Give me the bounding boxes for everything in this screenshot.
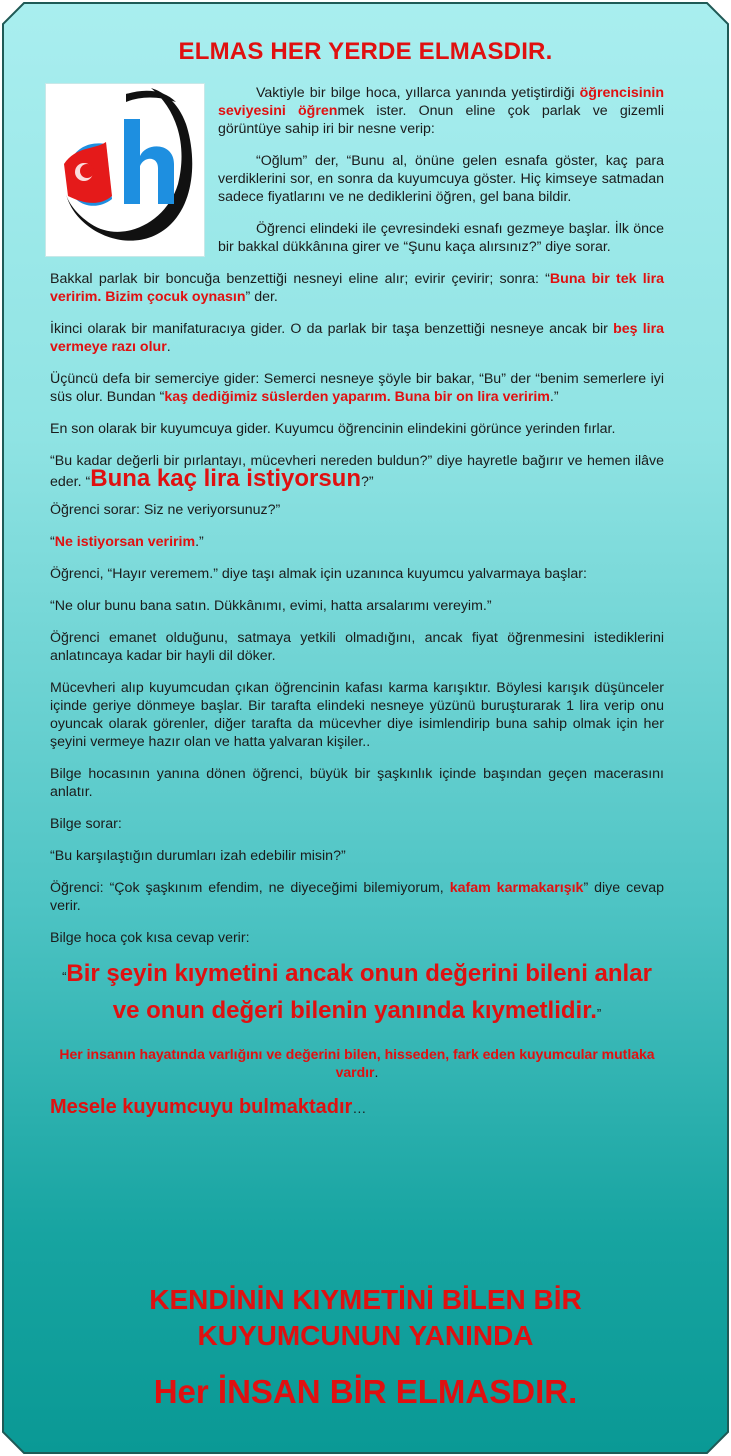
- paragraph-11: Öğrenci, “Hayır veremem.” diye taşı almak için uzanınca kuyumcu yalvarmaya başlar:: [50, 566, 587, 582]
- paragraph-10: “Ne istiyorsan veririm.”: [50, 534, 204, 550]
- article-body: [50, 0, 664, 1134]
- paragraph-9: Öğrenci sorar: Siz ne veriyorsunuz?”: [50, 502, 281, 518]
- paragraph-3: Öğrenci elindeki ile çevresindeki esnafı gezmeye başlar. İlk önce bir bakkal dükkânına girer ve “Şunu kaça alırsınız?” diye sorar.: [218, 221, 664, 255]
- paragraph-18: Öğrenci: “Çok şaşkınım efendim, ne diyeceğimi bilemiyorum, kafam karmakarışık” diye cevap verir.: [50, 880, 664, 914]
- paragraph-19: Bilge hoca çok kısa cevap verir:: [50, 930, 250, 946]
- paragraph-17: “Bu karşılaştığın durumları izah edebilir misin?”: [50, 848, 346, 864]
- paragraph-5: İkinci olarak bir manifaturacıya gider. O da parlak bir taşa benzettiği nesneye ancak bir beş lira vermeye razı olur.: [50, 321, 665, 355]
- paragraph-13: Öğrenci emanet olduğunu, satmaya yetkili olmadığını, ancak fiyat öğrenmesini istediklerini anlatıncaya kadar bir hayli dil döker.: [50, 630, 664, 664]
- paragraph-1: Vaktiyle bir bilge hoca, yıllarca yanında yetiştirdiği öğrencisinin seviyesini öğrenmek ister. Onun eline çok parlak ve gizemli görüntüye sahip iri bir nesne verip:: [218, 85, 665, 137]
- paragraph-7: En son olarak bir kuyumcuya gider. Kuyumcu öğrencinin elindekini görünce yerinden fırlar.: [50, 421, 616, 437]
- paragraph-2: “Oğlum” der, “Bunu al, önüne gelen esnafa göster, kaç para verdiklerini sor, en sonra da kuyumcuya göster. Hiç kimseye satmadan sadece fiyatlarını ve ne dediklerini öğren, gel bana bildir.: [218, 153, 664, 205]
- paragraph-6: Üçüncü defa bir semerciye gider: Semerci nesneye şöyle bir bakar, “Bu” der “benim semerlere iyi süs olur. Bundan “kaş dediğimiz süslerden yaparım. Buna bir on lira veririm.”: [50, 371, 664, 405]
- paragraph-14: Mücevheri alıp kuyumcudan çıkan öğrencinin kafası karma karışıktır. Böylesi karışık düşünceler içinde geriye dönmeye başlar. Bir tarafta elindeki nesneye yüzünü buruşturarak 1 lira verip onu oyuncak olarak görenler, diğer tarafta da mücevher diye isimlendirip buna sahip olmak için her şeyini vermeye hazır olan ve hatta yalvaran kişiler..: [50, 680, 664, 750]
- footer-line-2: KUYUMCUNUN YANINDA: [197, 1320, 534, 1351]
- paragraph-8: “Bu kadar değerli bir pırlantayı, mücevheri nereden buldun?” diye hayretle bağırır ve hemen ilâve eder. “Buna kaç lira istiyorsun?”: [50, 453, 664, 492]
- wisdom-quote: “Bir şeyin kıymetini ancak onun değerini bileni anlar ve onun değeri bilenin yanında kıymetlidir.”: [62, 960, 652, 1024]
- mesele-line: Mesele kuyumcuyu bulmaktadır…: [50, 1096, 367, 1118]
- footer-line-3: Her İNSAN BİR ELMASDIR.: [153, 1373, 578, 1410]
- page-title: ELMAS HER YERDE ELMASDIR.: [178, 38, 553, 65]
- paragraph-12: “Ne olur bunu bana satın. Dükkânımı, evimi, hatta arsalarımı vereyim.”: [50, 598, 492, 614]
- footer-line-1: KENDİNİN KIYMETİNİ BİLEN BİR: [149, 1284, 582, 1315]
- note-kuyumcular: Her insanın hayatında varlığını ve değerini bilen, hisseden, fark eden kuyumcular mutlaka vardır.: [59, 1046, 655, 1080]
- paragraph-15: Bilge hocasının yanına dönen öğrenci, büyük bir şaşkınlık içinde başından geçen macerasını anlatır.: [50, 766, 664, 800]
- paragraph-16: Bilge sorar:: [50, 816, 122, 832]
- footer-heading: [0, 1282, 731, 1354]
- paragraph-4: Bakkal parlak bir boncuğa benzettiği nesneyi eline alır; evirir çevirir; sonra: “Buna bir tek lira veririm. Bizim çocuk oynasın” der.: [50, 271, 664, 305]
